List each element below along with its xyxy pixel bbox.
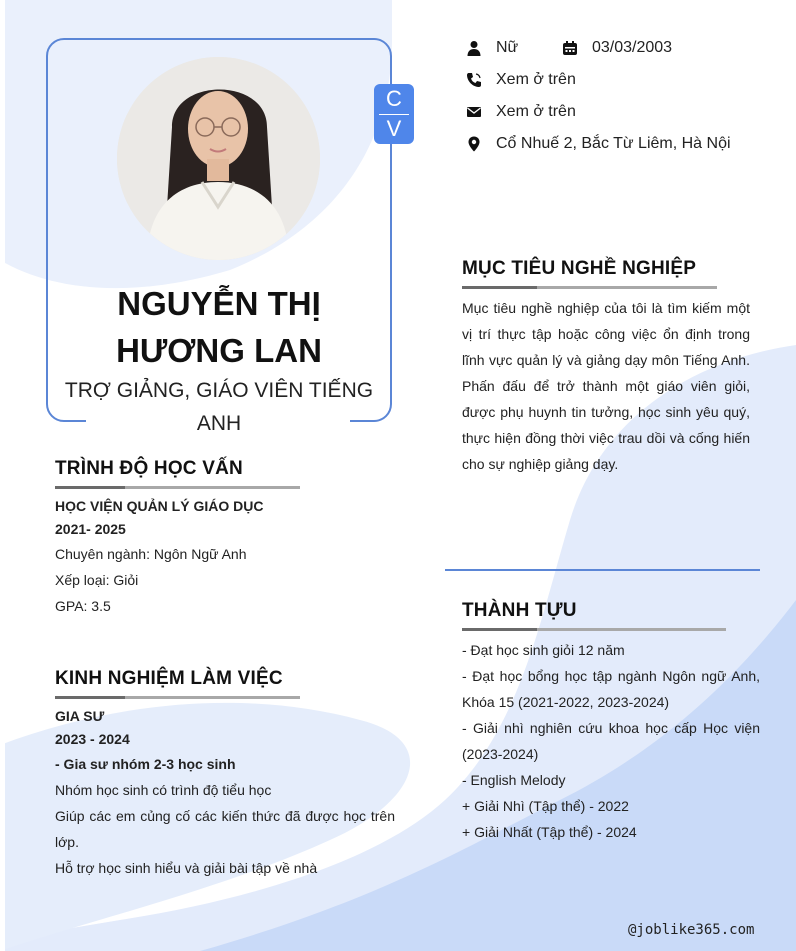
email-value: Xem ở trên	[496, 103, 576, 120]
candidate-role: TRỢ GIẢNG, GIÁO VIÊN TIẾNG ANH	[64, 379, 374, 435]
experience-item: Nhóm học sinh có trình độ tiểu học	[55, 782, 272, 798]
cv-badge	[374, 84, 414, 144]
avatar	[117, 57, 320, 260]
education-title: TRÌNH ĐỘ HỌC VẤN	[55, 458, 243, 479]
achievement-item: + Giải Nhất (Tập thể) - 2024	[462, 824, 637, 840]
achievement-item: - Giải nhì nghiên cứu khoa học cấp Học viện (2023-2024)	[462, 720, 760, 762]
objective-title: MỤC TIÊU NGHỀ NGHIỆP	[462, 258, 697, 279]
gender-value: Nữ	[496, 39, 519, 56]
person-icon	[466, 40, 482, 56]
calendar-icon	[562, 40, 578, 56]
dob-value: 03/03/2003	[592, 39, 673, 56]
experience-item: Giúp các em củng cố các kiến thức đã được học trên lớp.	[55, 808, 395, 850]
cv-badge-bottom: V	[386, 116, 402, 141]
phone-value: Xem ở trên	[496, 71, 576, 88]
site-watermark: @joblike365.com	[628, 922, 755, 938]
achievement-item: - English Melody	[462, 772, 566, 788]
education-rank: Xếp loại: Giỏi	[55, 572, 139, 588]
education-school: HỌC VIỆN QUẢN LÝ GIÁO DỤC	[55, 498, 264, 514]
achievements-title: THÀNH TỰU	[462, 600, 577, 621]
candidate-name: NGUYỄN THỊ HƯƠNG LAN	[116, 285, 322, 369]
experience-underline	[55, 696, 300, 699]
experience-item: Hỗ trợ học sinh hiểu và giải bài tập về nhà	[55, 860, 318, 876]
address-row	[466, 135, 731, 153]
address-value: Cổ Nhuế 2, Bắc Từ Liêm, Hà Nội	[496, 135, 731, 152]
dob-row	[562, 39, 672, 57]
cv-badge-top: C	[386, 86, 402, 111]
email-row	[466, 103, 576, 121]
objective-underline	[462, 286, 717, 289]
experience-period: 2023 - 2024	[55, 731, 130, 747]
phone-row	[466, 71, 576, 89]
achievements-underline	[462, 628, 726, 631]
education-major: Chuyên ngành: Ngôn Ngữ Anh	[55, 546, 247, 562]
portrait-photo	[117, 57, 320, 260]
section-divider	[445, 569, 760, 571]
experience-position: GIA SƯ	[55, 708, 105, 724]
envelope-icon	[466, 104, 482, 120]
objective-text: Mục tiêu nghề nghiệp của tôi là tìm kiếm một vị trí thực tập hoặc công việc ổn định trong lĩnh vực quản lý và giảng dạy môn Tiếng Anh. Phấn đấu để trở thành một giáo viên giỏi, được phụ huynh tin tưởng, học sinh yêu quý, thực hiện đồng thời việc trau dồi và cống hiến cho sự nghiệp giảng dạy.	[462, 300, 750, 472]
experience-subtitle: - Gia sư nhóm 2-3 học sinh	[55, 756, 236, 772]
education-period: 2021- 2025	[55, 521, 126, 537]
gender-row	[466, 39, 518, 57]
achievement-item: - Đạt học sinh giỏi 12 năm	[462, 642, 625, 658]
page-edge	[0, 0, 5, 951]
location-pin-icon	[466, 136, 482, 152]
achievement-item: - Đạt học bổng học tập ngành Ngôn ngữ Anh, Khóa 15 (2021-2022, 2023-2024)	[462, 668, 760, 710]
education-underline	[55, 486, 300, 489]
phone-icon	[466, 72, 482, 88]
education-gpa: GPA: 3.5	[55, 598, 111, 614]
achievement-item: + Giải Nhì (Tập thể) - 2022	[462, 798, 629, 814]
experience-title: KINH NGHIỆM LÀM VIỆC	[55, 668, 283, 689]
